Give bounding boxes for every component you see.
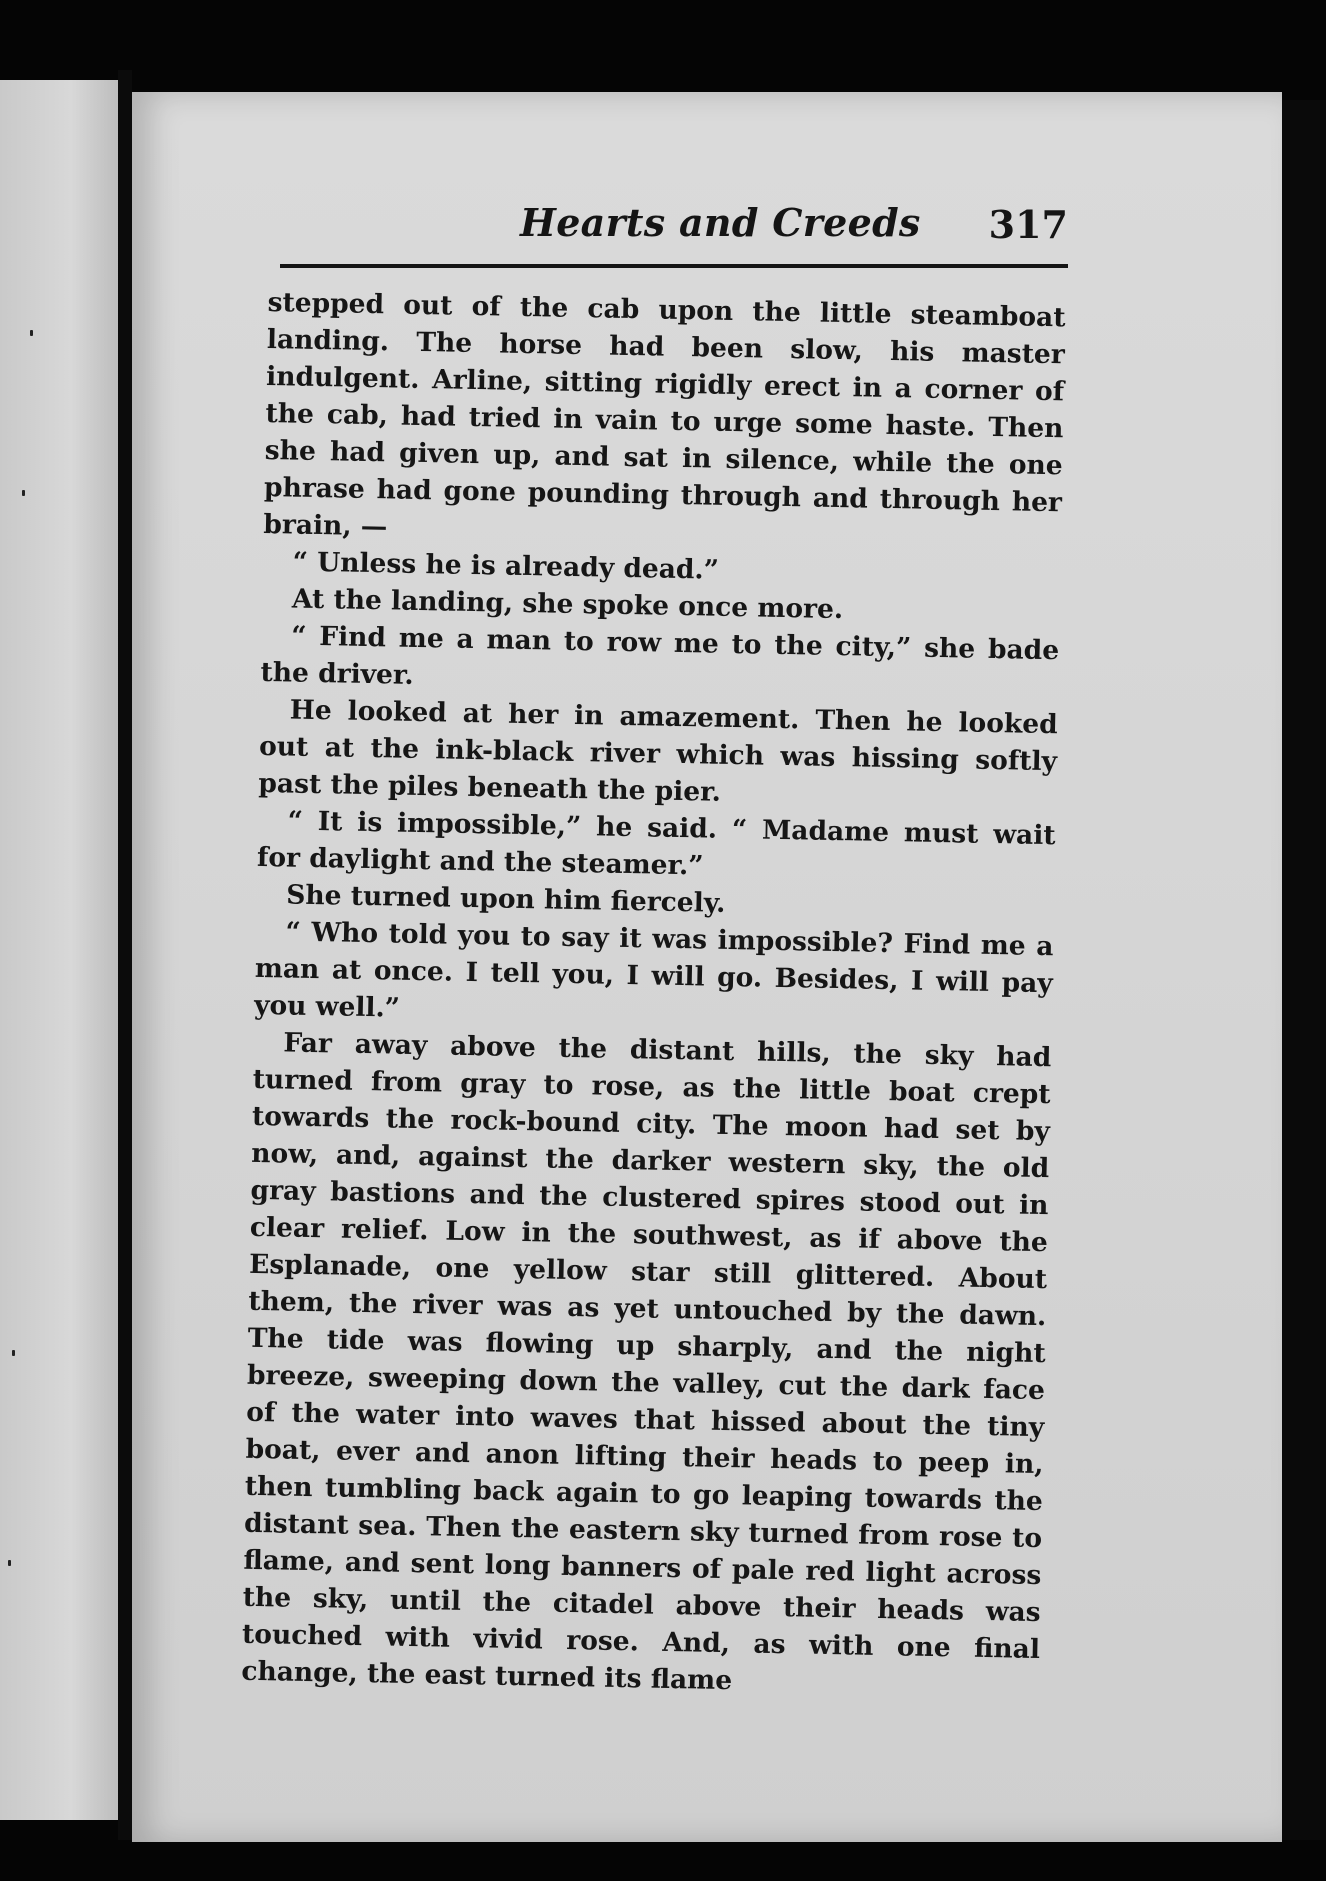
margin-speck xyxy=(22,490,25,496)
page-number: 317 xyxy=(988,202,1068,247)
paragraph: “ It is impossible,” he said. “ Madame must wait for daylight and the steamer.” xyxy=(256,805,1056,882)
book-gutter xyxy=(118,70,132,1840)
scan-border xyxy=(1282,100,1326,1840)
paragraph: “ Who told you to say it was impossible? Find me a man at once. I tell you, I will go. Besides, I will pay you well.” xyxy=(253,916,1054,1024)
paragraph: “ Unless he is already dead.” xyxy=(292,546,720,586)
margin-speck xyxy=(8,1560,11,1566)
margin-speck xyxy=(30,330,33,336)
paragraph: He looked at her in amazement. Then he looked out at the ink-black river which was hissing softly past the piles beneath the pier. xyxy=(258,694,1058,808)
facing-page-edge xyxy=(0,80,118,1820)
paragraph: stepped out of the cab upon the little steamboat landing. The horse had been slow, his master indulgent. Arline, sitting rigidly erect in a corner of the cab, had tried in vain to urge some haste. Then she had given up, and sat in silence, while the one phrase had gone pounding through and through her brain, — xyxy=(263,286,1066,543)
paragraph: She turned upon him fiercely. xyxy=(285,879,726,919)
running-head xyxy=(520,200,1068,256)
running-title: Hearts and Creeds xyxy=(520,200,921,245)
margin-speck xyxy=(12,1350,15,1356)
paragraph: “ Find me a man to row me to the city,” she bade the driver. xyxy=(260,620,1060,691)
paragraph: At the landing, she spoke once more. xyxy=(291,583,844,626)
paragraph: Far away above the distant hills, the sky had turned from gray to rose, as the little boat crept towards the rock-bound city. The moon had set by now, and, against the darker western sky, the old gray bastions and the clustered spires stood out in clear relief. Low in the southwest, as if above the Esplanade, one yellow star still glittered. About them, the river was as yet untouched by the dawn. The tide was flowing up sharply, and the night breeze, sweeping down the valley, cut the dark face of the water into waves that hissed about the tiny boat, ever and anon lifting their heads to peep in, then tumbling back again to go leaping towards the distant sea. Then the eastern sky turned from rose to flame, and sent long banners of pale red light across the sky, until the citadel above their heads was touched with vivid rose. And, as with one final change, the east turned its flame xyxy=(241,1027,1052,1697)
header-rule xyxy=(280,264,1068,268)
body-text xyxy=(241,284,1066,1705)
